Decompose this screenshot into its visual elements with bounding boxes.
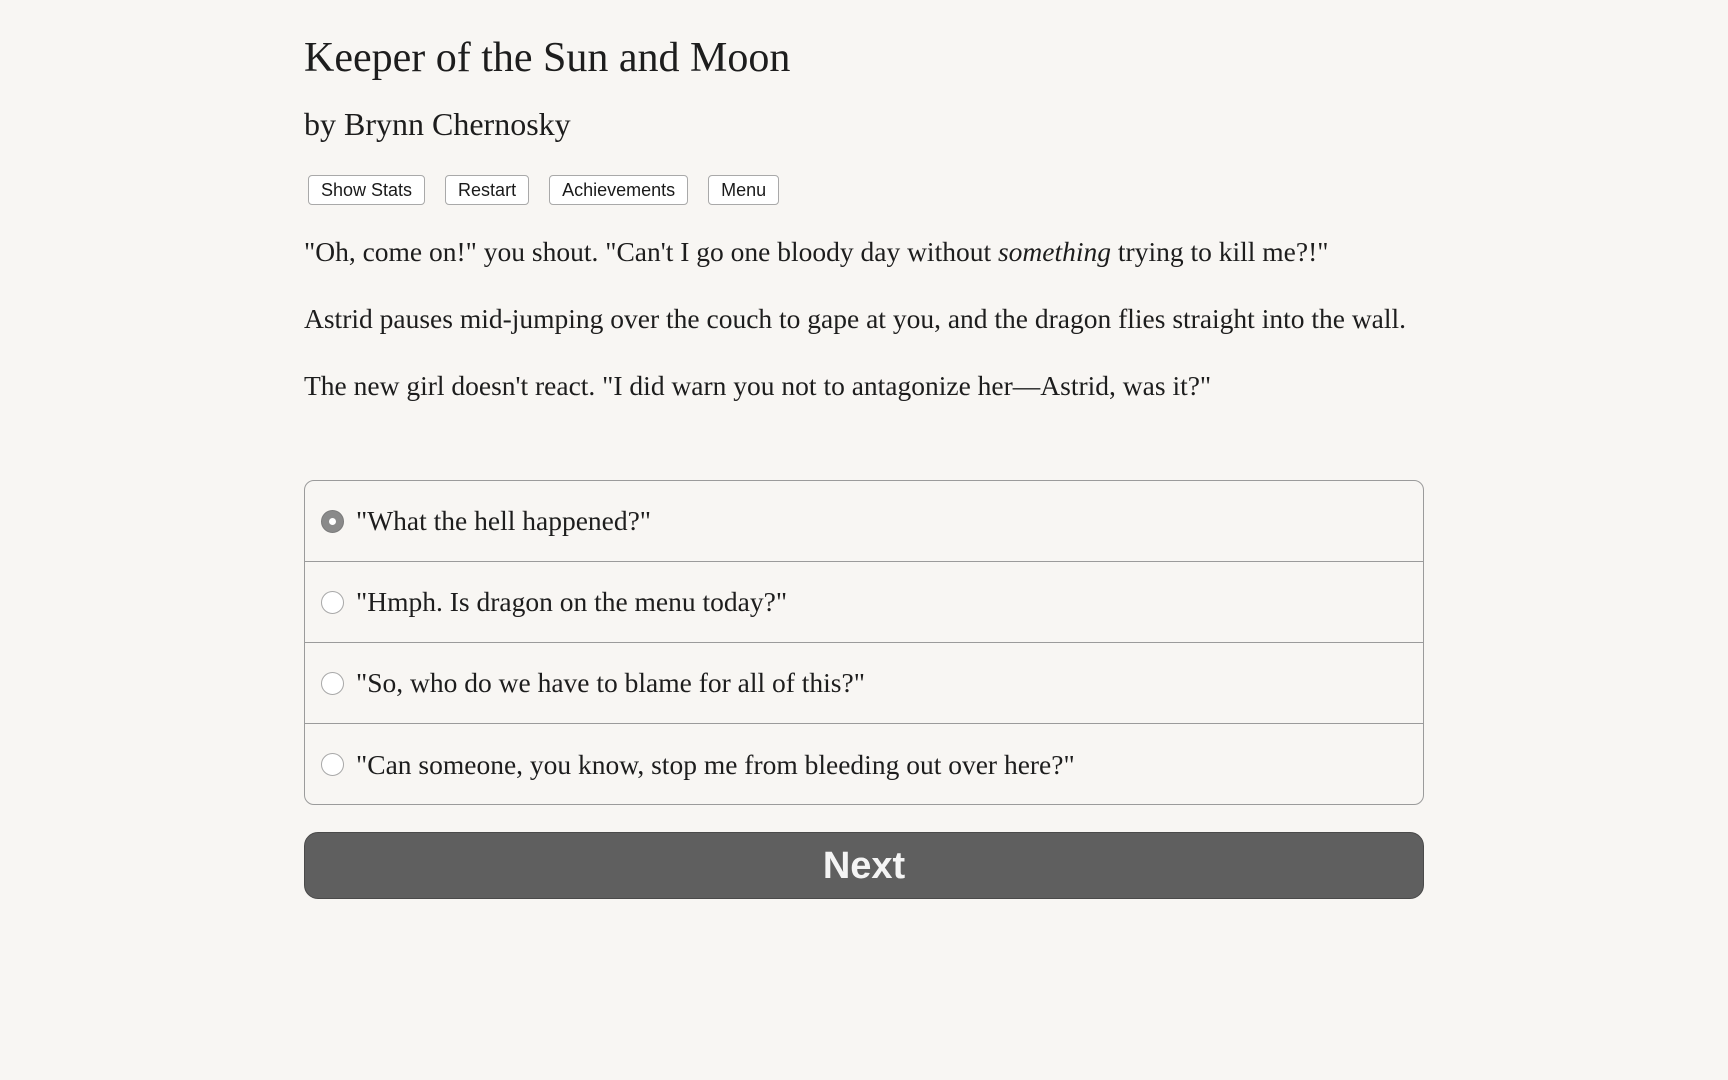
achievements-button[interactable]: Achievements <box>549 175 688 205</box>
story-text <box>304 232 1424 433</box>
toolbar <box>308 175 779 205</box>
choice-label: "What the hell happened?" <box>356 505 652 536</box>
story-paragraph-1 <box>304 232 1424 272</box>
story-paragraph-3: The new girl doesn't react. "I did warn you not to antagonize her—Astrid, was it?" <box>304 370 1212 401</box>
story-p1-start: "Oh, come on!" you shout. "Can't I go one bloody day without <box>304 236 998 267</box>
choice-option-4[interactable] <box>305 724 1423 805</box>
radio-unselected-icon[interactable] <box>321 591 344 614</box>
game-author: by Brynn Chernosky <box>304 106 571 142</box>
choice-option-2[interactable] <box>305 562 1423 643</box>
story-paragraph-2: Astrid pauses mid-jumping over the couch to gape at you, and the dragon flies straight into the wall. <box>304 303 1407 334</box>
show-stats-button[interactable]: Show Stats <box>308 175 425 205</box>
menu-button[interactable]: Menu <box>708 175 779 205</box>
radio-unselected-icon[interactable] <box>321 753 344 776</box>
choice-list <box>304 480 1424 805</box>
story-p1-end: trying to kill me?!" <box>1111 236 1329 267</box>
choice-option-3[interactable] <box>305 643 1423 724</box>
choice-label: "Can someone, you know, stop me from bleeding out over here?" <box>356 748 1075 780</box>
game-title: Keeper of the Sun and Moon <box>304 35 791 81</box>
choice-label: "So, who do we have to blame for all of this?" <box>356 667 865 698</box>
story-p1-emphasis: something <box>997 236 1112 267</box>
radio-selected-icon[interactable] <box>321 510 344 533</box>
restart-button[interactable]: Restart <box>445 175 529 205</box>
radio-unselected-icon[interactable] <box>321 672 344 695</box>
next-button[interactable]: Next <box>304 832 1424 899</box>
choice-label: "Hmph. Is dragon on the menu today?" <box>356 586 788 617</box>
choice-option-1[interactable] <box>305 481 1423 562</box>
